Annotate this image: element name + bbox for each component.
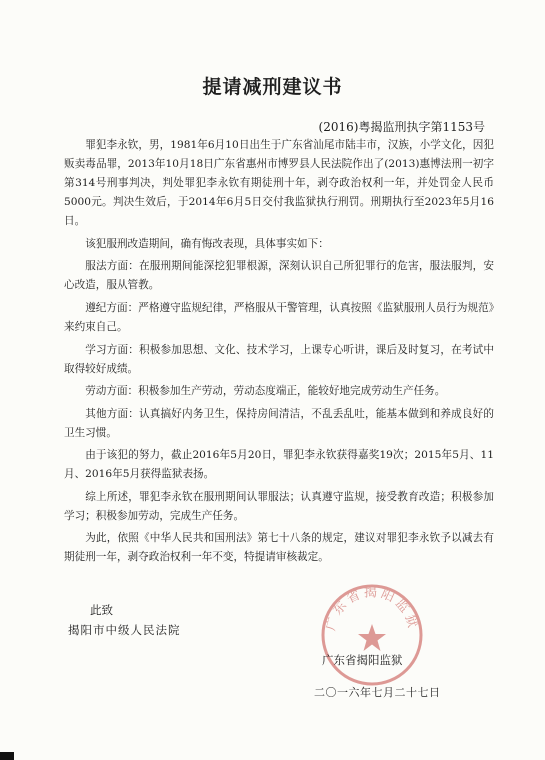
document-title: 提请减刑建议书: [202, 76, 343, 98]
signature-date: 二〇一六年七月二十七日: [314, 686, 441, 699]
paragraph-intro: 该犯服刑改造期间，确有悔改表现，具体事实如下：: [85, 237, 329, 250]
paragraph-recommendation: 为此，依照《中华人民共和国刑法》第七十八条的规定，建议对罪犯李永钦予以减去有期徒刑一年，剥夺政治权利一年不变，特提请审核裁定。: [64, 532, 494, 564]
closing-salutation: 此致: [90, 603, 113, 617]
paragraph-other: 其他方面：认真搞好内务卫生，保持房间清洁，不乱丢乱吐，能基本做到和养成良好的卫生习惯。: [64, 407, 494, 439]
document-number: (2016)粤揭监刑执字第1153号: [318, 120, 485, 134]
document-body: [64, 136, 494, 567]
seal-text: 广东省揭阳监狱: [323, 585, 421, 633]
paragraph-discipline: 遵纪方面：严格遵守监规纪律，严格服从干警管理，认真按照《监狱服刑人员行为规范》来约束自己。: [64, 301, 494, 334]
paragraph-summary: 综上所述，罪犯李永钦在服刑期间认罪服法；认真遵守监规，接受教育改造；积极参加学习；积极参加劳动，完成生产任务。: [64, 490, 494, 522]
paragraph-labor: 劳动方面：积极参加生产劳动，劳动态度端正，能较好地完成劳动生产任务。: [85, 385, 446, 398]
paragraph-rewards: 由于该犯的努力，截止2016年5月20日，罪犯李永钦获得嘉奖19次；2015年5月、11月、2016年5月获得监狱表扬。: [64, 449, 494, 481]
official-seal: [319, 582, 425, 688]
seal-star-icon: [358, 624, 386, 651]
paragraph-basic-info: 罪犯李永钦，男，1981年6月10日出生于广东省汕尾市陆丰市，汉族，小学文化，因犯贩卖毒品罪，2013年10月18日广东省惠州市博罗县人民法院作出了(2013)惠博法刑一初字第314号刑事判决，判处罪犯李永钦有期徒刑十年，剥夺政治权利一年，并处罚金人民币5000元。判决生效后，于2014年6月5日交付我监狱执行刑罚。刑期执行至2023年5月16日。: [64, 139, 494, 228]
paragraph-study: 学习方面：积极参加思想、文化、技术学习，上课专心听讲，课后及时复习，在考试中取得较好成绩。: [64, 343, 494, 375]
scan-edge-mark: [0, 752, 14, 760]
svg-text:广东省揭阳监狱: [324, 584, 422, 632]
closing-recipient: 揭阳市中级人民法院: [68, 623, 181, 637]
paragraph-obedience: 服法方面：在服刑期间能深挖犯罪根源，深刻认识自己所犯罪行的危害，服法服判，安心改造，服从管教。: [64, 260, 494, 292]
signature-org: 广东省揭阳监狱: [322, 653, 403, 667]
